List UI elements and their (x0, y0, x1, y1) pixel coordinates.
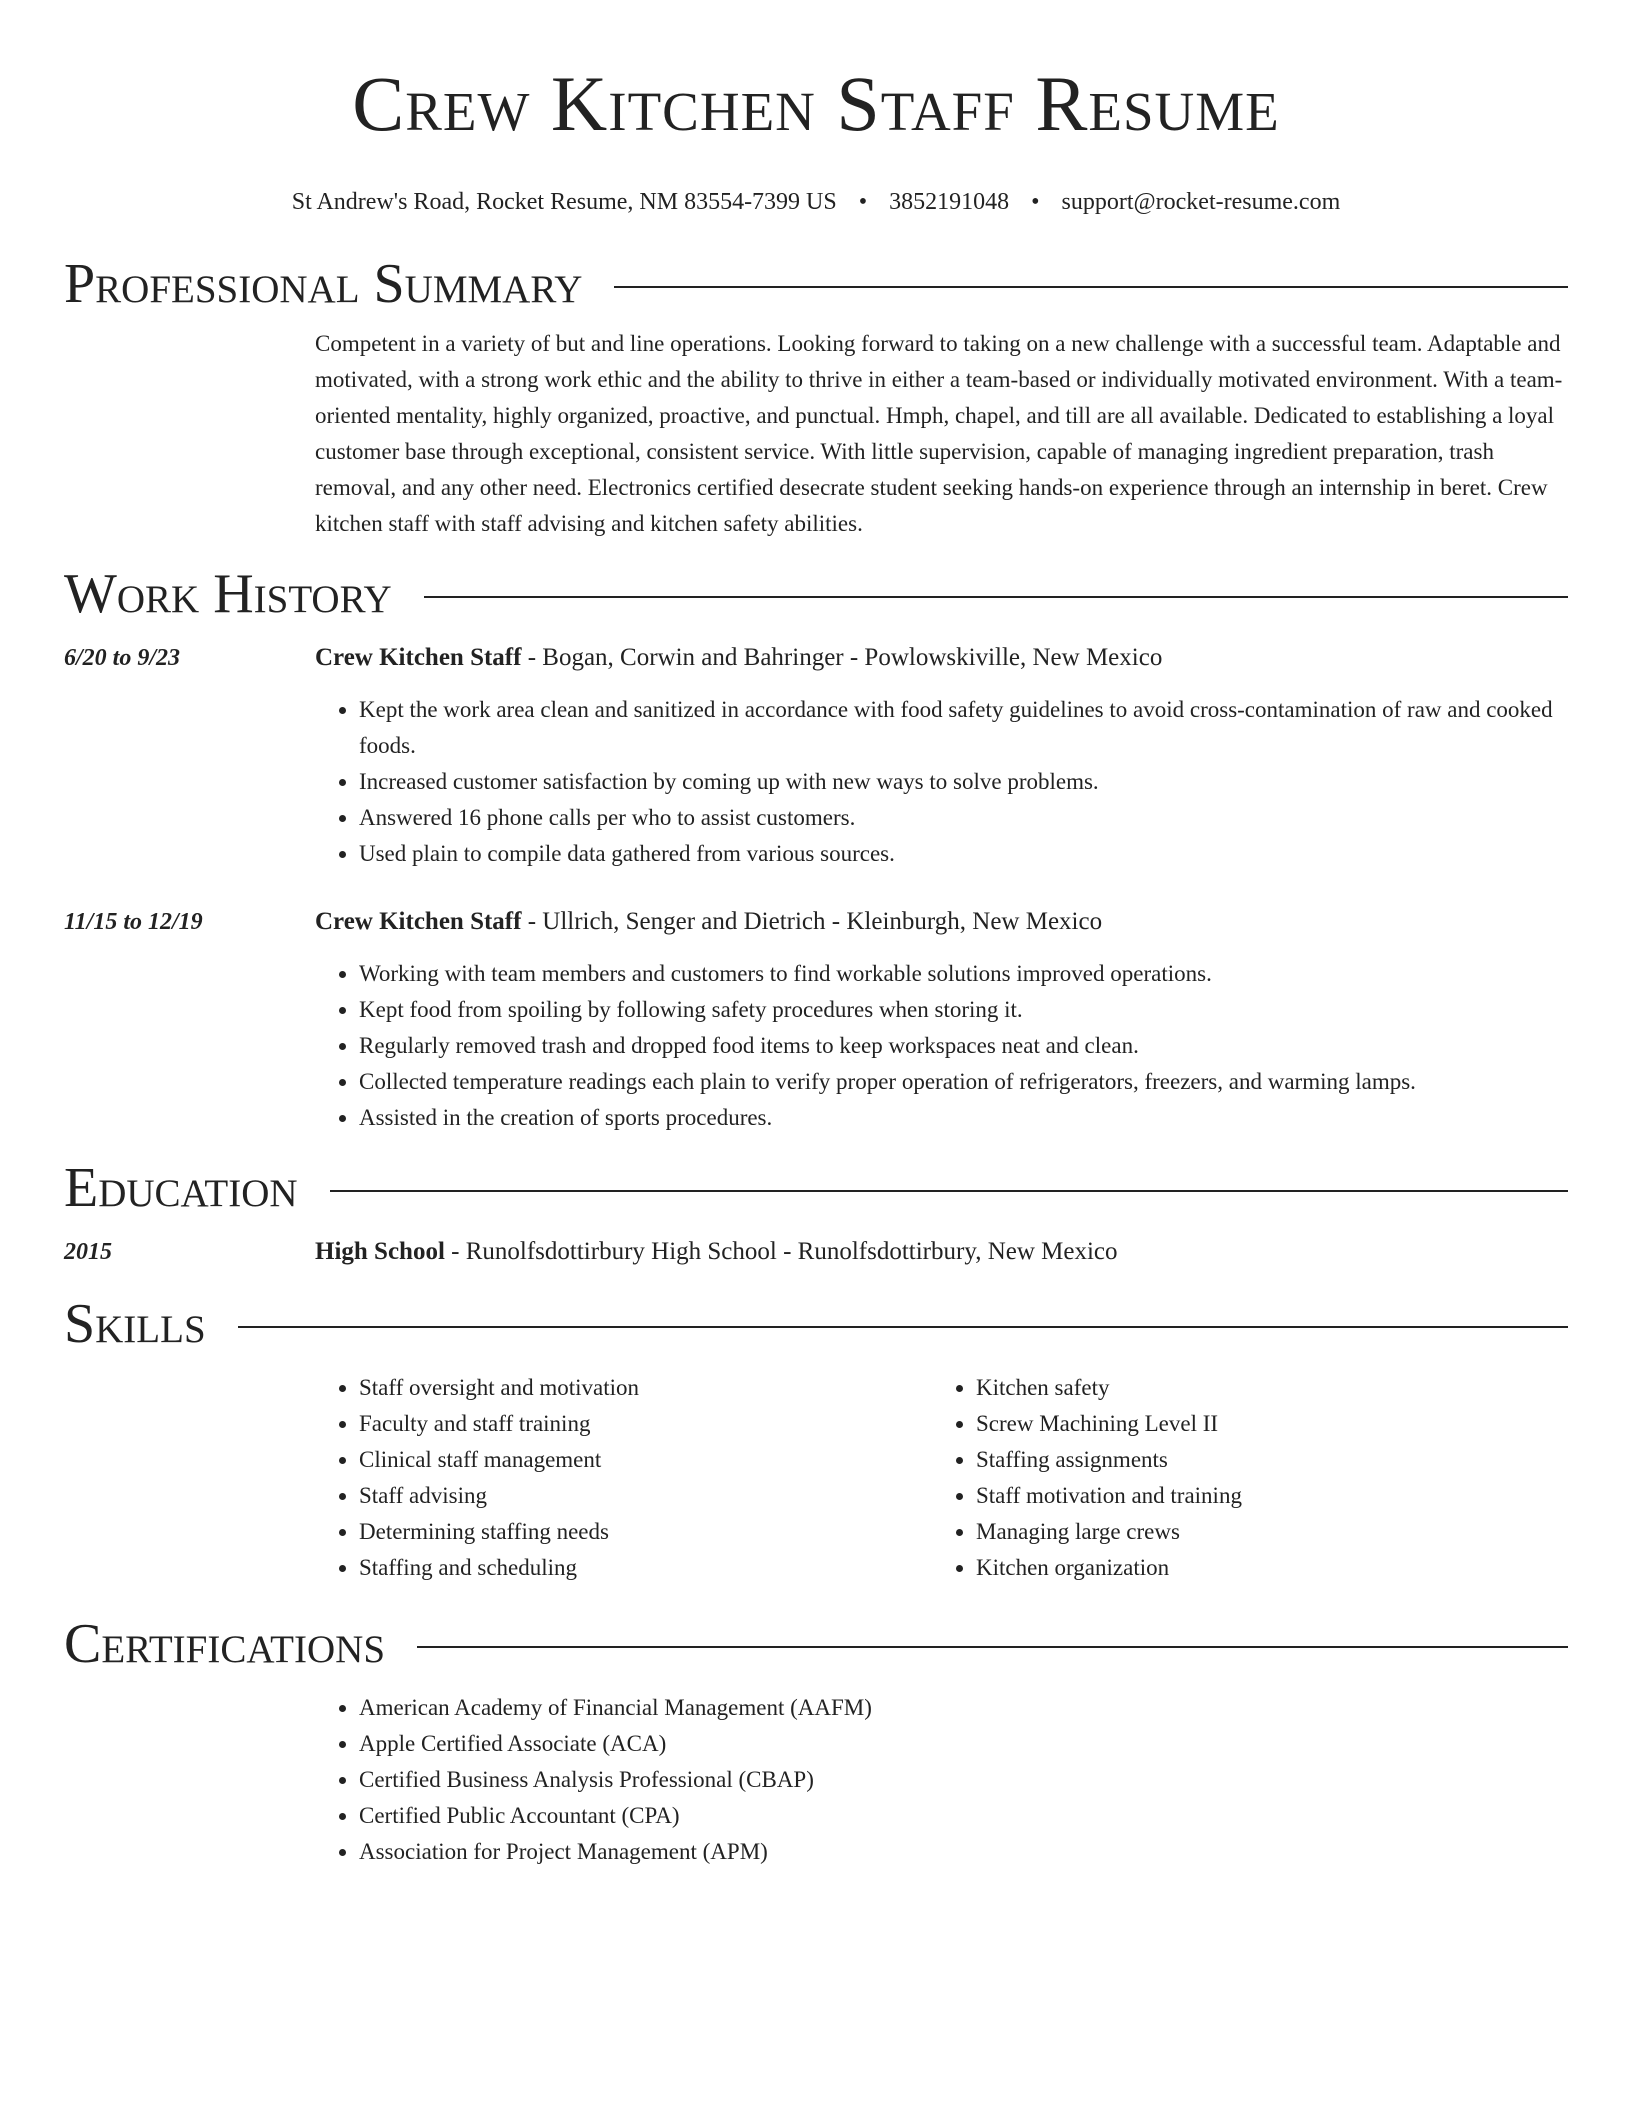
certification-item: • American Academy of Financial Management (AAFM) (359, 1690, 1568, 1726)
summary-paragraph: Competent in a variety of but and line operations. Looking forward to taking on a new challenge with a successful team. Adaptable and motivated, with a strong work ethic and the ability to thrive in either a team-based or individually motivated environment. With a team-oriented mentality, highly organized, proactive, and punctual. Hmph, chapel, and till are all available. Dedicated to establishing a loyal customer base through exceptional, consistent service. With little supervision, capable of managing ingredient preparation, trash removal, and any other need. Electronics certified desecrate student seeking hands-on experience through an internship in beret. Crew kitchen staff with staff advising and kitchen safety abilities. (315, 331, 1563, 536)
section-divider (614, 286, 1568, 288)
skill-item: • Staffing assignments (976, 1442, 1242, 1478)
education-degree: High School (315, 1238, 445, 1265)
skill-item: • Staff oversight and motivation (359, 1370, 932, 1406)
skill-item: • Clinical staff management (359, 1442, 932, 1478)
list-item: • Used plain to compile data gathered from various sources. (359, 836, 1568, 872)
education-heading-line (315, 1234, 1118, 1270)
skill-item: • Determining staffing needs (359, 1514, 932, 1550)
section-divider (330, 1190, 1568, 1192)
job-header (64, 904, 1568, 940)
skills-body (315, 1370, 1568, 1586)
education-year: 2015 (64, 1239, 112, 1265)
list-item: • Kept food from spoiling by following safety procedures when storing it. (359, 992, 1568, 1028)
job-entry (64, 904, 1568, 1136)
certifications-list (315, 1690, 1568, 1870)
education-section-header (64, 1156, 1568, 1220)
list-item: • Kept the work area clean and sanitized in accordance with food safety guidelines to avoid cross-contamination of raw and cooked foods. (359, 692, 1568, 764)
email-text: support@rocket-resume.com (1061, 189, 1341, 215)
education-school: - Runolfsdottirbury High School - Runolfsdottirbury, New Mexico (444, 1238, 1118, 1265)
skills-list-right (932, 1370, 1242, 1586)
work-section-header (64, 562, 1568, 626)
certification-item: • Certified Business Analysis Professional (CBAP) (359, 1762, 1568, 1798)
list-item: • Collected temperature readings each plain to verify proper operation of refrigerators, freezers, and warming lamps. (359, 1064, 1568, 1100)
work-heading: Work History (64, 563, 392, 625)
skill-item: • Kitchen organization (976, 1550, 1242, 1586)
list-item: • Assisted in the creation of sports procedures. (359, 1100, 1568, 1136)
job-employer: - Bogan, Corwin and Bahringer - Powlowskiville, New Mexico (521, 644, 1163, 671)
resume-page (64, 0, 1568, 1870)
list-item: • Regularly removed trash and dropped food items to keep workspaces neat and clean. (359, 1028, 1568, 1064)
skill-item: • Kitchen safety (976, 1370, 1242, 1406)
skills-grid (315, 1370, 1568, 1586)
job-role: Crew Kitchen Staff (315, 644, 522, 671)
certification-item: • Association for Project Management (APM) (359, 1834, 1568, 1870)
skill-item: • Screw Machining Level II (976, 1406, 1242, 1442)
job-header (64, 640, 1568, 676)
certifications-heading: Certifications (64, 1613, 386, 1675)
skill-item: • Managing large crews (976, 1514, 1242, 1550)
summary-heading: Professional Summary (64, 253, 583, 315)
section-divider (417, 1646, 1568, 1648)
certifications-body (315, 1690, 1568, 1870)
certification-item: • Apple Certified Associate (ACA) (359, 1726, 1568, 1762)
list-item: • Working with team members and customers to find workable solutions improved operations. (359, 956, 1568, 992)
list-item: • Answered 16 phone calls per who to assist customers. (359, 800, 1568, 836)
skill-item: • Staff motivation and training (976, 1478, 1242, 1514)
contact-line (64, 186, 1568, 218)
resume-title: Crew Kitchen Staff Resume (352, 60, 1280, 147)
skill-item: • Staffing and scheduling (359, 1550, 932, 1586)
job-bullets-container (315, 692, 1568, 872)
job-bullets-container (315, 956, 1568, 1136)
job-bullets (315, 692, 1568, 872)
job-bullets (315, 956, 1568, 1136)
job-employer: - Ullrich, Senger and Dietrich - Kleinburgh, New Mexico (521, 908, 1103, 935)
list-item: • Increased customer satisfaction by coming up with new ways to solve problems. (359, 764, 1568, 800)
education-entry (64, 1234, 1568, 1270)
certification-item: • Certified Public Accountant (CPA) (359, 1798, 1568, 1834)
section-divider (238, 1326, 1568, 1328)
section-divider (424, 596, 1568, 598)
skills-section-header (64, 1292, 1568, 1356)
job-heading (315, 640, 1162, 676)
separator-dot: • (858, 189, 868, 215)
separator-dot: • (1031, 189, 1040, 215)
job-entry (64, 640, 1568, 872)
job-dates: 11/15 to 12/19 (64, 909, 203, 935)
phone-text: 3852191048 (889, 189, 1010, 215)
summary-section-header (64, 252, 1568, 316)
job-role: Crew Kitchen Staff (315, 908, 522, 935)
address-text: St Andrew's Road, Rocket Resume, NM 83554-7399 US (291, 189, 837, 215)
skill-item: • Faculty and staff training (359, 1406, 932, 1442)
education-heading: Education (64, 1157, 298, 1219)
skills-heading: Skills (64, 1293, 206, 1355)
certifications-section-header (64, 1612, 1568, 1676)
job-heading (315, 904, 1102, 940)
summary-body (315, 326, 1568, 542)
job-dates: 6/20 to 9/23 (64, 645, 181, 671)
skill-item: • Staff advising (359, 1478, 932, 1514)
skills-list-left (315, 1370, 932, 1586)
